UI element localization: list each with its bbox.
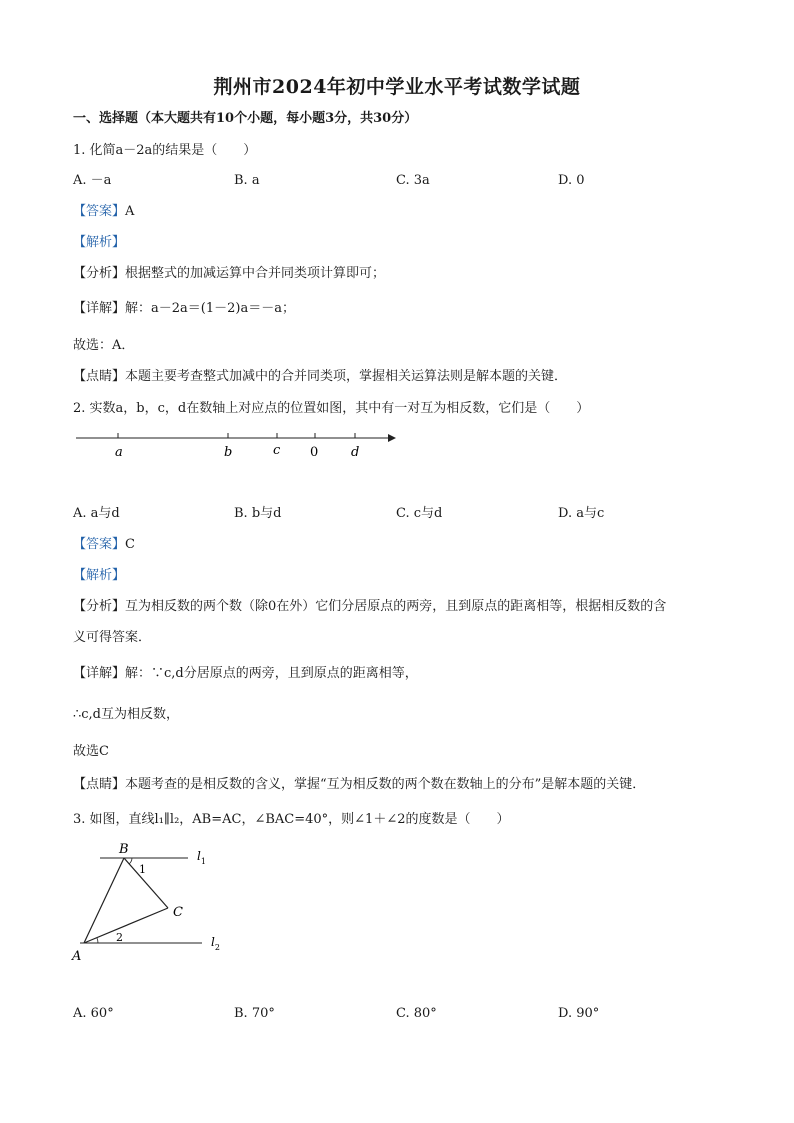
label-c: C	[173, 905, 183, 920]
label-b: B	[119, 842, 129, 857]
q3-option-c: C. 80°	[396, 1006, 437, 1021]
q1-option-c: C. 3a	[396, 173, 430, 188]
q1-stem: 1. 化简a－2a的结果是（ ）	[73, 143, 257, 158]
q2-option-d: D. a与c	[558, 506, 605, 521]
q2-option-a: A. a与d	[73, 506, 120, 521]
comment-tag: 【点睛】	[73, 369, 126, 384]
label-1: 1	[139, 863, 146, 876]
label-l2-letter: l	[211, 935, 215, 949]
analysis-tag: 【解析】	[73, 235, 126, 250]
axis-label-c: c	[273, 443, 281, 458]
label-l1-sub: 1	[200, 857, 206, 866]
q1-comment: 本题主要考查整式加减中的合并同类项，掌握相关运算法则是解本题的关键．	[125, 369, 568, 384]
q2-analysis-tag	[73, 567, 125, 585]
geometry-figure	[70, 838, 240, 968]
q1-option-b: B. a	[234, 173, 260, 188]
label-2: 2	[116, 931, 123, 944]
q1-detail: 解：a－2a＝(1－2)a＝－a；	[125, 301, 295, 316]
label-l1	[197, 849, 206, 866]
fenxi-tag: 【分析】	[73, 599, 126, 614]
q1-fenxi-line	[73, 265, 385, 283]
answer-tag: 【答案】	[73, 204, 126, 219]
q2-fenxi-2: 义可得答案．	[73, 630, 152, 645]
q1-option-d: D. 0	[558, 173, 585, 188]
axis-label-0: 0	[310, 445, 319, 460]
q2-fenxi-line	[73, 598, 666, 616]
axis-label-b: b	[224, 445, 233, 460]
q3-stem: 3. 如图，直线l₁∥l₂，AB=AC，∠BAC=40°，则∠1＋∠2的度数是（ ）	[73, 812, 510, 827]
q1-comment-line	[73, 368, 567, 386]
q2-answer: C	[125, 537, 135, 552]
analysis-tag: 【解析】	[73, 568, 126, 583]
number-line-arrow	[388, 434, 396, 442]
axis-label-d: d	[351, 445, 360, 460]
label-a: A	[72, 949, 82, 964]
q2-answer-line	[73, 536, 135, 554]
q2-comment: 本题考查的是相反数的含义，掌握“互为相反数的两个数在数轴上的分布”是解本题的关键．	[125, 777, 646, 792]
angle-2-arc	[97, 938, 98, 943]
q3-option-b: B. 70°	[234, 1006, 275, 1021]
page-title: 荆州市2024年初中学业水平考试数学试题	[213, 76, 581, 98]
q3-option-d: D. 90°	[558, 1006, 600, 1021]
q2-therefore: ∴c,d互为相反数，	[73, 707, 180, 722]
q2-option-b: B. b与d	[234, 506, 282, 521]
label-l2	[211, 935, 220, 952]
q1-analysis-tag	[73, 234, 125, 252]
q2-fenxi-1: 互为相反数的两个数（除0在外）它们分居原点的两旁，且到原点的距离相等，根据相反数的含	[125, 599, 667, 614]
q1-option-a: A. －a	[73, 173, 112, 188]
q2-detail: 解：∵c,d分居原点的两旁，且到原点的距离相等，	[125, 666, 418, 681]
axis-label-a: a	[115, 445, 123, 460]
detail-tag: 【详解】	[73, 666, 126, 681]
segment-ac	[84, 908, 168, 943]
section-heading: 一、选择题（本大题共有10个小题，每小题3分，共30分）	[73, 111, 418, 126]
q1-detail-line	[73, 300, 295, 318]
q1-answer-line	[73, 203, 134, 221]
q3-option-a: A. 60°	[73, 1006, 114, 1021]
segment-bc	[124, 858, 168, 908]
q1-fenxi: 根据整式的加减运算中合并同类项计算即可；	[125, 266, 386, 281]
q2-detail-line	[73, 665, 418, 683]
angle-1-arc	[129, 858, 132, 864]
q2-option-c: C. c与d	[396, 506, 443, 521]
answer-tag: 【答案】	[73, 537, 126, 552]
q2-stem: 2. 实数a，b，c，d在数轴上对应点的位置如图，其中有一对互为相反数，它们是（ ）	[73, 401, 590, 416]
number-line-figure	[70, 426, 410, 466]
label-l2-sub: 2	[214, 943, 220, 952]
q1-answer: A	[125, 204, 135, 219]
detail-tag: 【详解】	[73, 301, 126, 316]
q1-conclusion: 故选：A．	[73, 338, 135, 353]
q2-comment-line	[73, 776, 645, 794]
fenxi-tag: 【分析】	[73, 266, 126, 281]
label-l1-letter: l	[197, 849, 201, 863]
q2-conclusion: 故选C	[73, 744, 109, 759]
comment-tag: 【点睛】	[73, 777, 126, 792]
